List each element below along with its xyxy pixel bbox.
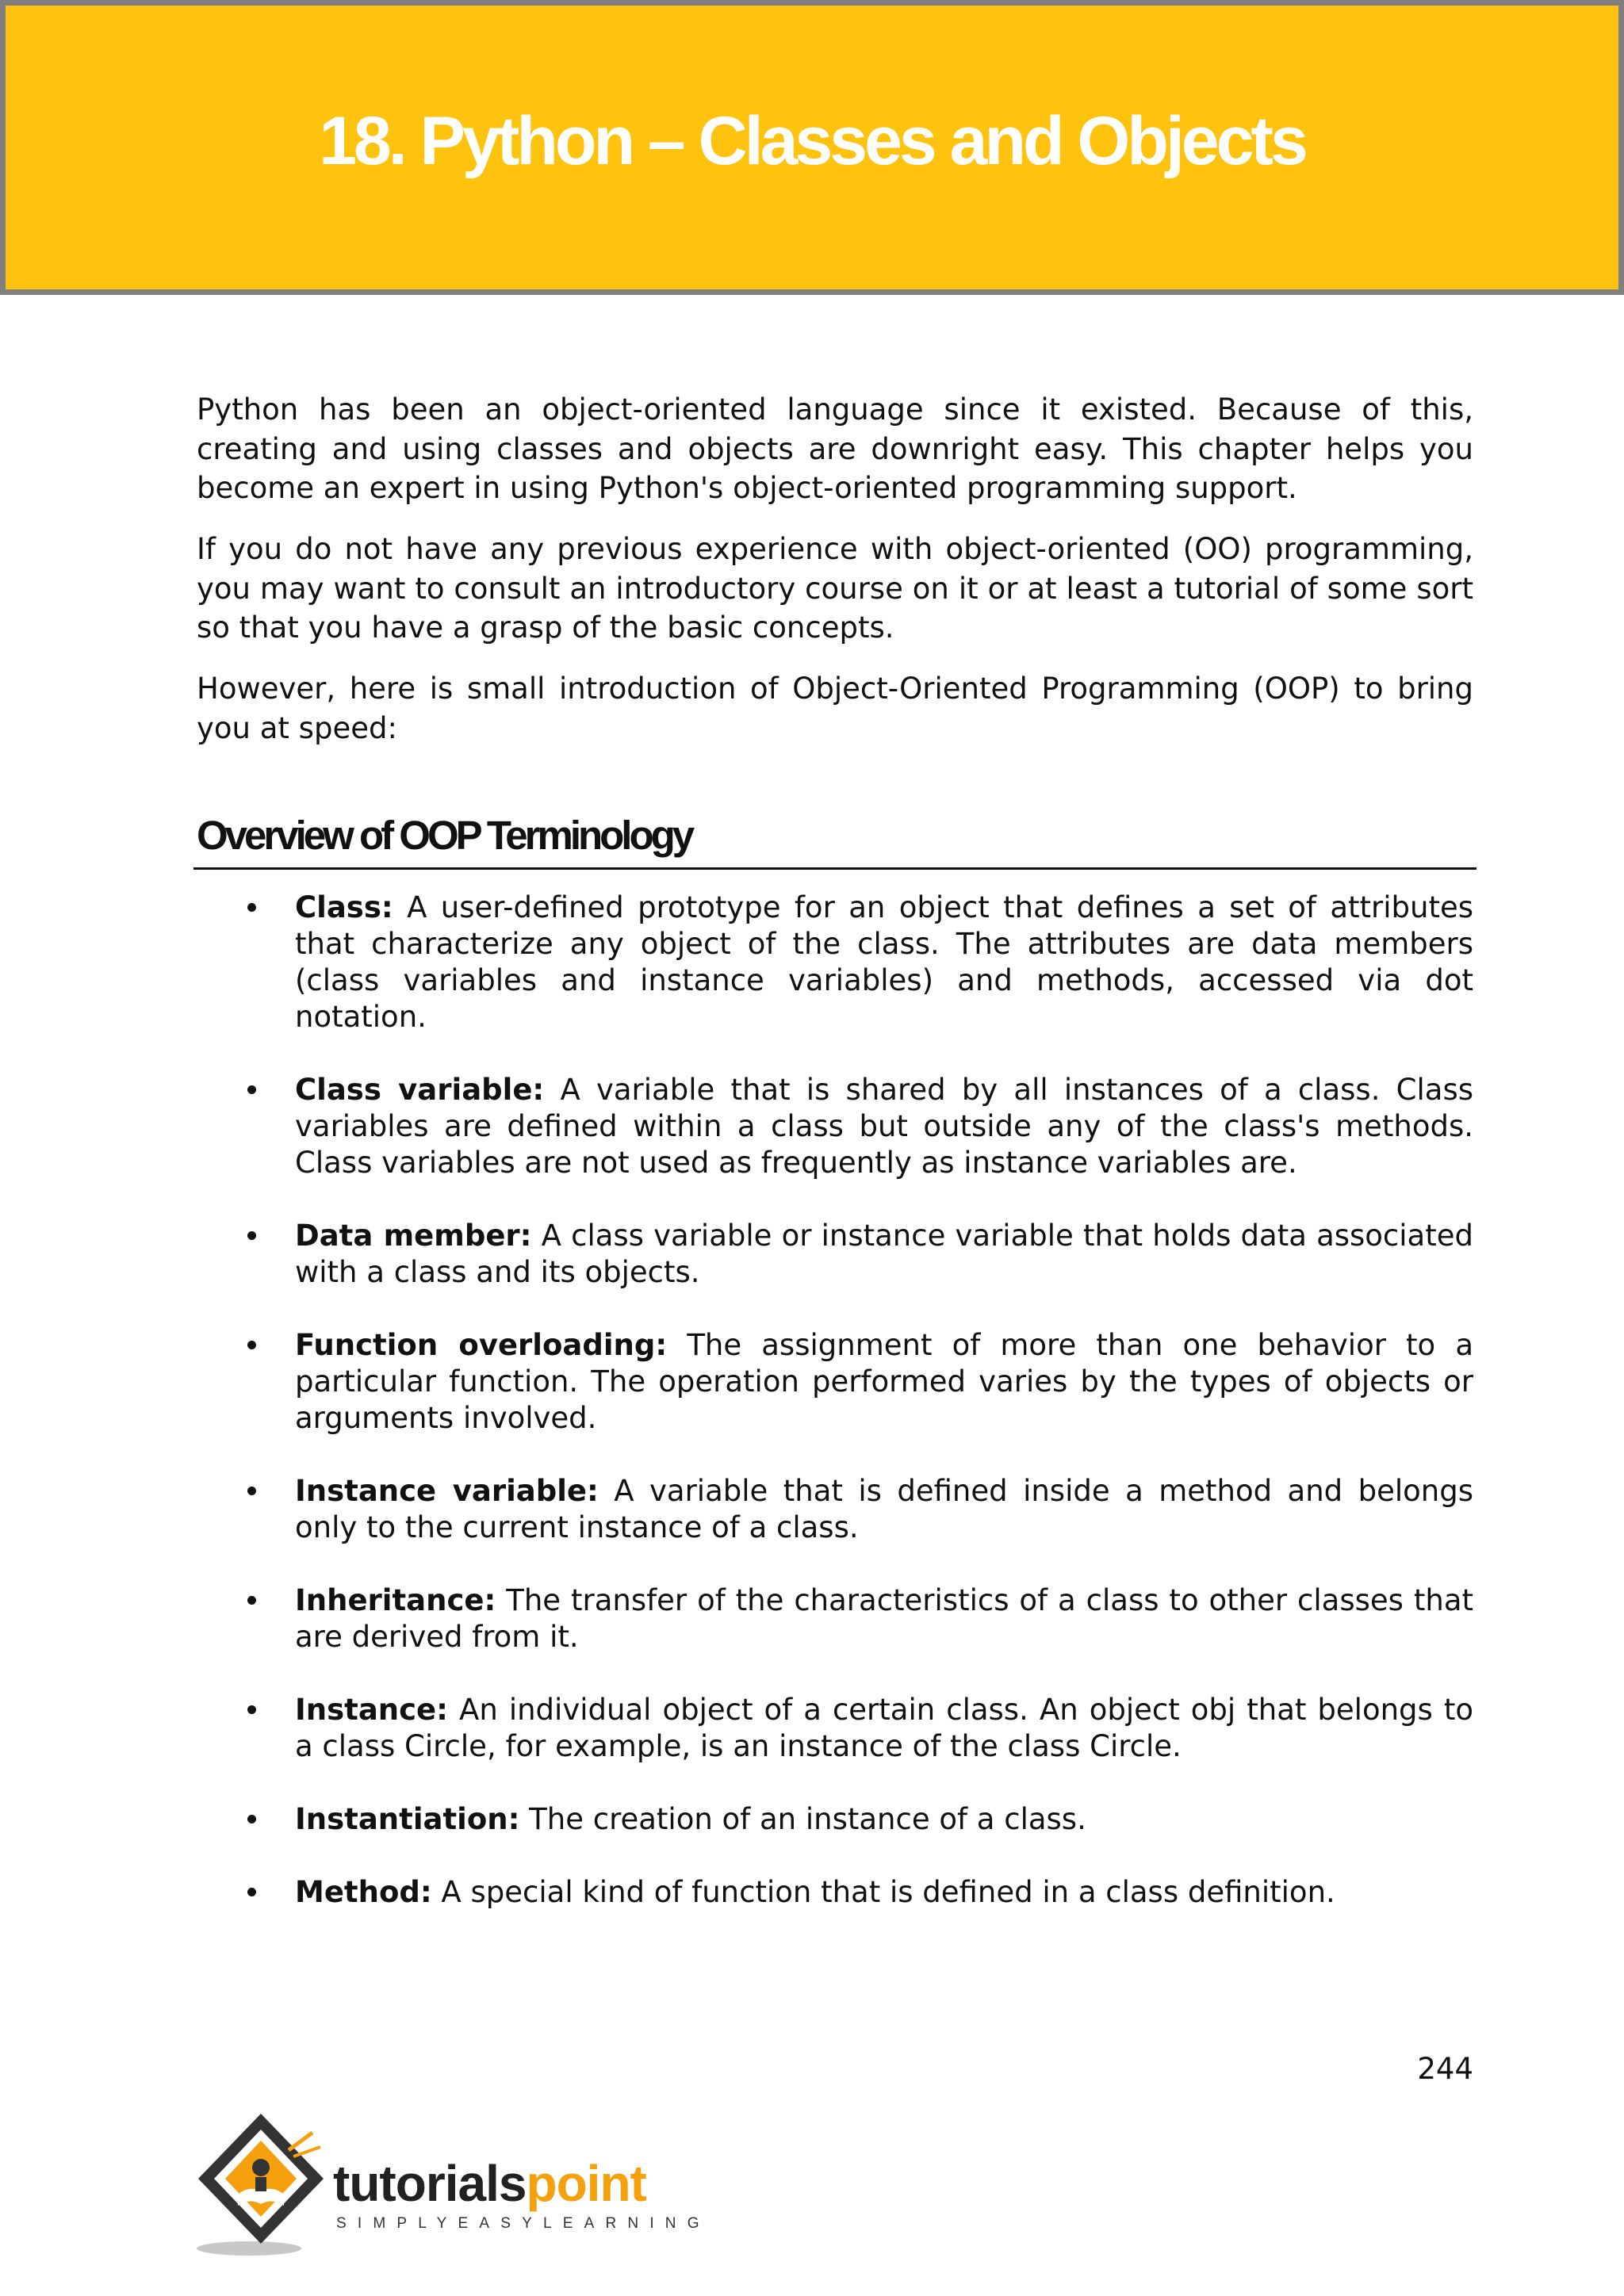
logo-text-point: point: [526, 2155, 646, 2212]
list-item: [295, 890, 1473, 1035]
bullet-icon: [247, 1596, 256, 1605]
intro-paragraph-2: If you do not have any previous experience with object-oriented (OO) programming, you may want to consult an introductory course on it or at least a tutorial of some sort so that you have a grasp of the basic concepts.: [197, 532, 1473, 645]
term-definition: A variable that is shared by all instances of a class. Class variables are defined within a class but outside any of the class's methods. Class variables are not used as frequently as instance variables are.: [295, 1073, 1474, 1180]
bullet-icon: [247, 1341, 256, 1349]
term-definition: The assignment of more than one behavior to a particular function. The operation performed varies by the types of objects or arguments involved.: [295, 1328, 1473, 1435]
list-item: [295, 1874, 1473, 1911]
term-name: Instance:: [295, 1693, 448, 1727]
list-item: [295, 1582, 1473, 1655]
list-item: [295, 1473, 1473, 1546]
bullet-icon: [247, 1888, 256, 1896]
bullet-icon: [247, 903, 256, 912]
term-definition: A variable that is defined inside a method and belongs only to the current instance of a class.: [295, 1474, 1474, 1544]
term-name: Data member:: [295, 1219, 532, 1253]
chapter-banner: [0, 0, 1624, 295]
logo-diamond-icon: [193, 2109, 336, 2260]
term-name: Method:: [295, 1875, 432, 1909]
bullet-icon: [247, 1487, 256, 1495]
term-definition: A class variable or instance variable that holds data associated with a class and its objects.: [295, 1219, 1473, 1289]
term-definition: A special kind of function that is defined in a class definition.: [441, 1875, 1335, 1909]
logo-tagline: SIMPLYEASYLEARNING: [336, 2215, 710, 2232]
chapter-title: 18. Python – Classes and Objects: [319, 103, 1305, 179]
term-name: Function overloading:: [295, 1328, 668, 1362]
list-item: [295, 1327, 1473, 1437]
list-item: [295, 1072, 1473, 1181]
intro-paragraph-3: However, here is small introduction of Object-Oriented Programming (OOP) to bring you at speed:: [197, 672, 1473, 745]
bullet-icon: [247, 1705, 256, 1714]
term-name: Inheritance:: [295, 1583, 496, 1617]
term-definition: An individual object of a certain class. An object obj that belongs to a class Circle, for example, is an instance of the class Circle.: [295, 1693, 1474, 1763]
term-definition: A user-defined prototype for an object that defines a set of attributes that characterize any object of the class. The attributes are data members (class variables and instance variables) and methods, accessed via dot notation.: [295, 890, 1473, 1034]
term-definition: The transfer of the characteristics of a class to other classes that are derived from it.: [295, 1583, 1474, 1654]
section-divider: [193, 867, 1477, 870]
bullet-icon: [247, 1815, 256, 1823]
bullet-icon: [247, 1231, 256, 1240]
list-item: [295, 1692, 1473, 1765]
intro-paragraph-1: Python has been an object-oriented language since it existed. Because of this, creating and using classes and objects are downright easy. This chapter helps you become an expert in using Python's object-oriented programming support.: [197, 392, 1473, 505]
term-name: Instantiation:: [295, 1802, 520, 1836]
list-item: [295, 1218, 1473, 1291]
section-heading: Overview of OOP Terminology: [197, 813, 692, 858]
bullet-icon: [247, 1085, 256, 1094]
tutorialspoint-logo: [193, 2109, 710, 2260]
page-number: 244: [1417, 2052, 1473, 2086]
logo-wordmark: [333, 2155, 646, 2212]
logo-text-tutorials: tutorials: [333, 2155, 527, 2212]
list-item: [295, 1801, 1473, 1838]
term-definition: The creation of an instance of a class.: [529, 1802, 1086, 1836]
term-name: Instance variable:: [295, 1474, 599, 1508]
term-name: Class variable:: [295, 1073, 545, 1107]
term-name: Class:: [295, 890, 393, 924]
